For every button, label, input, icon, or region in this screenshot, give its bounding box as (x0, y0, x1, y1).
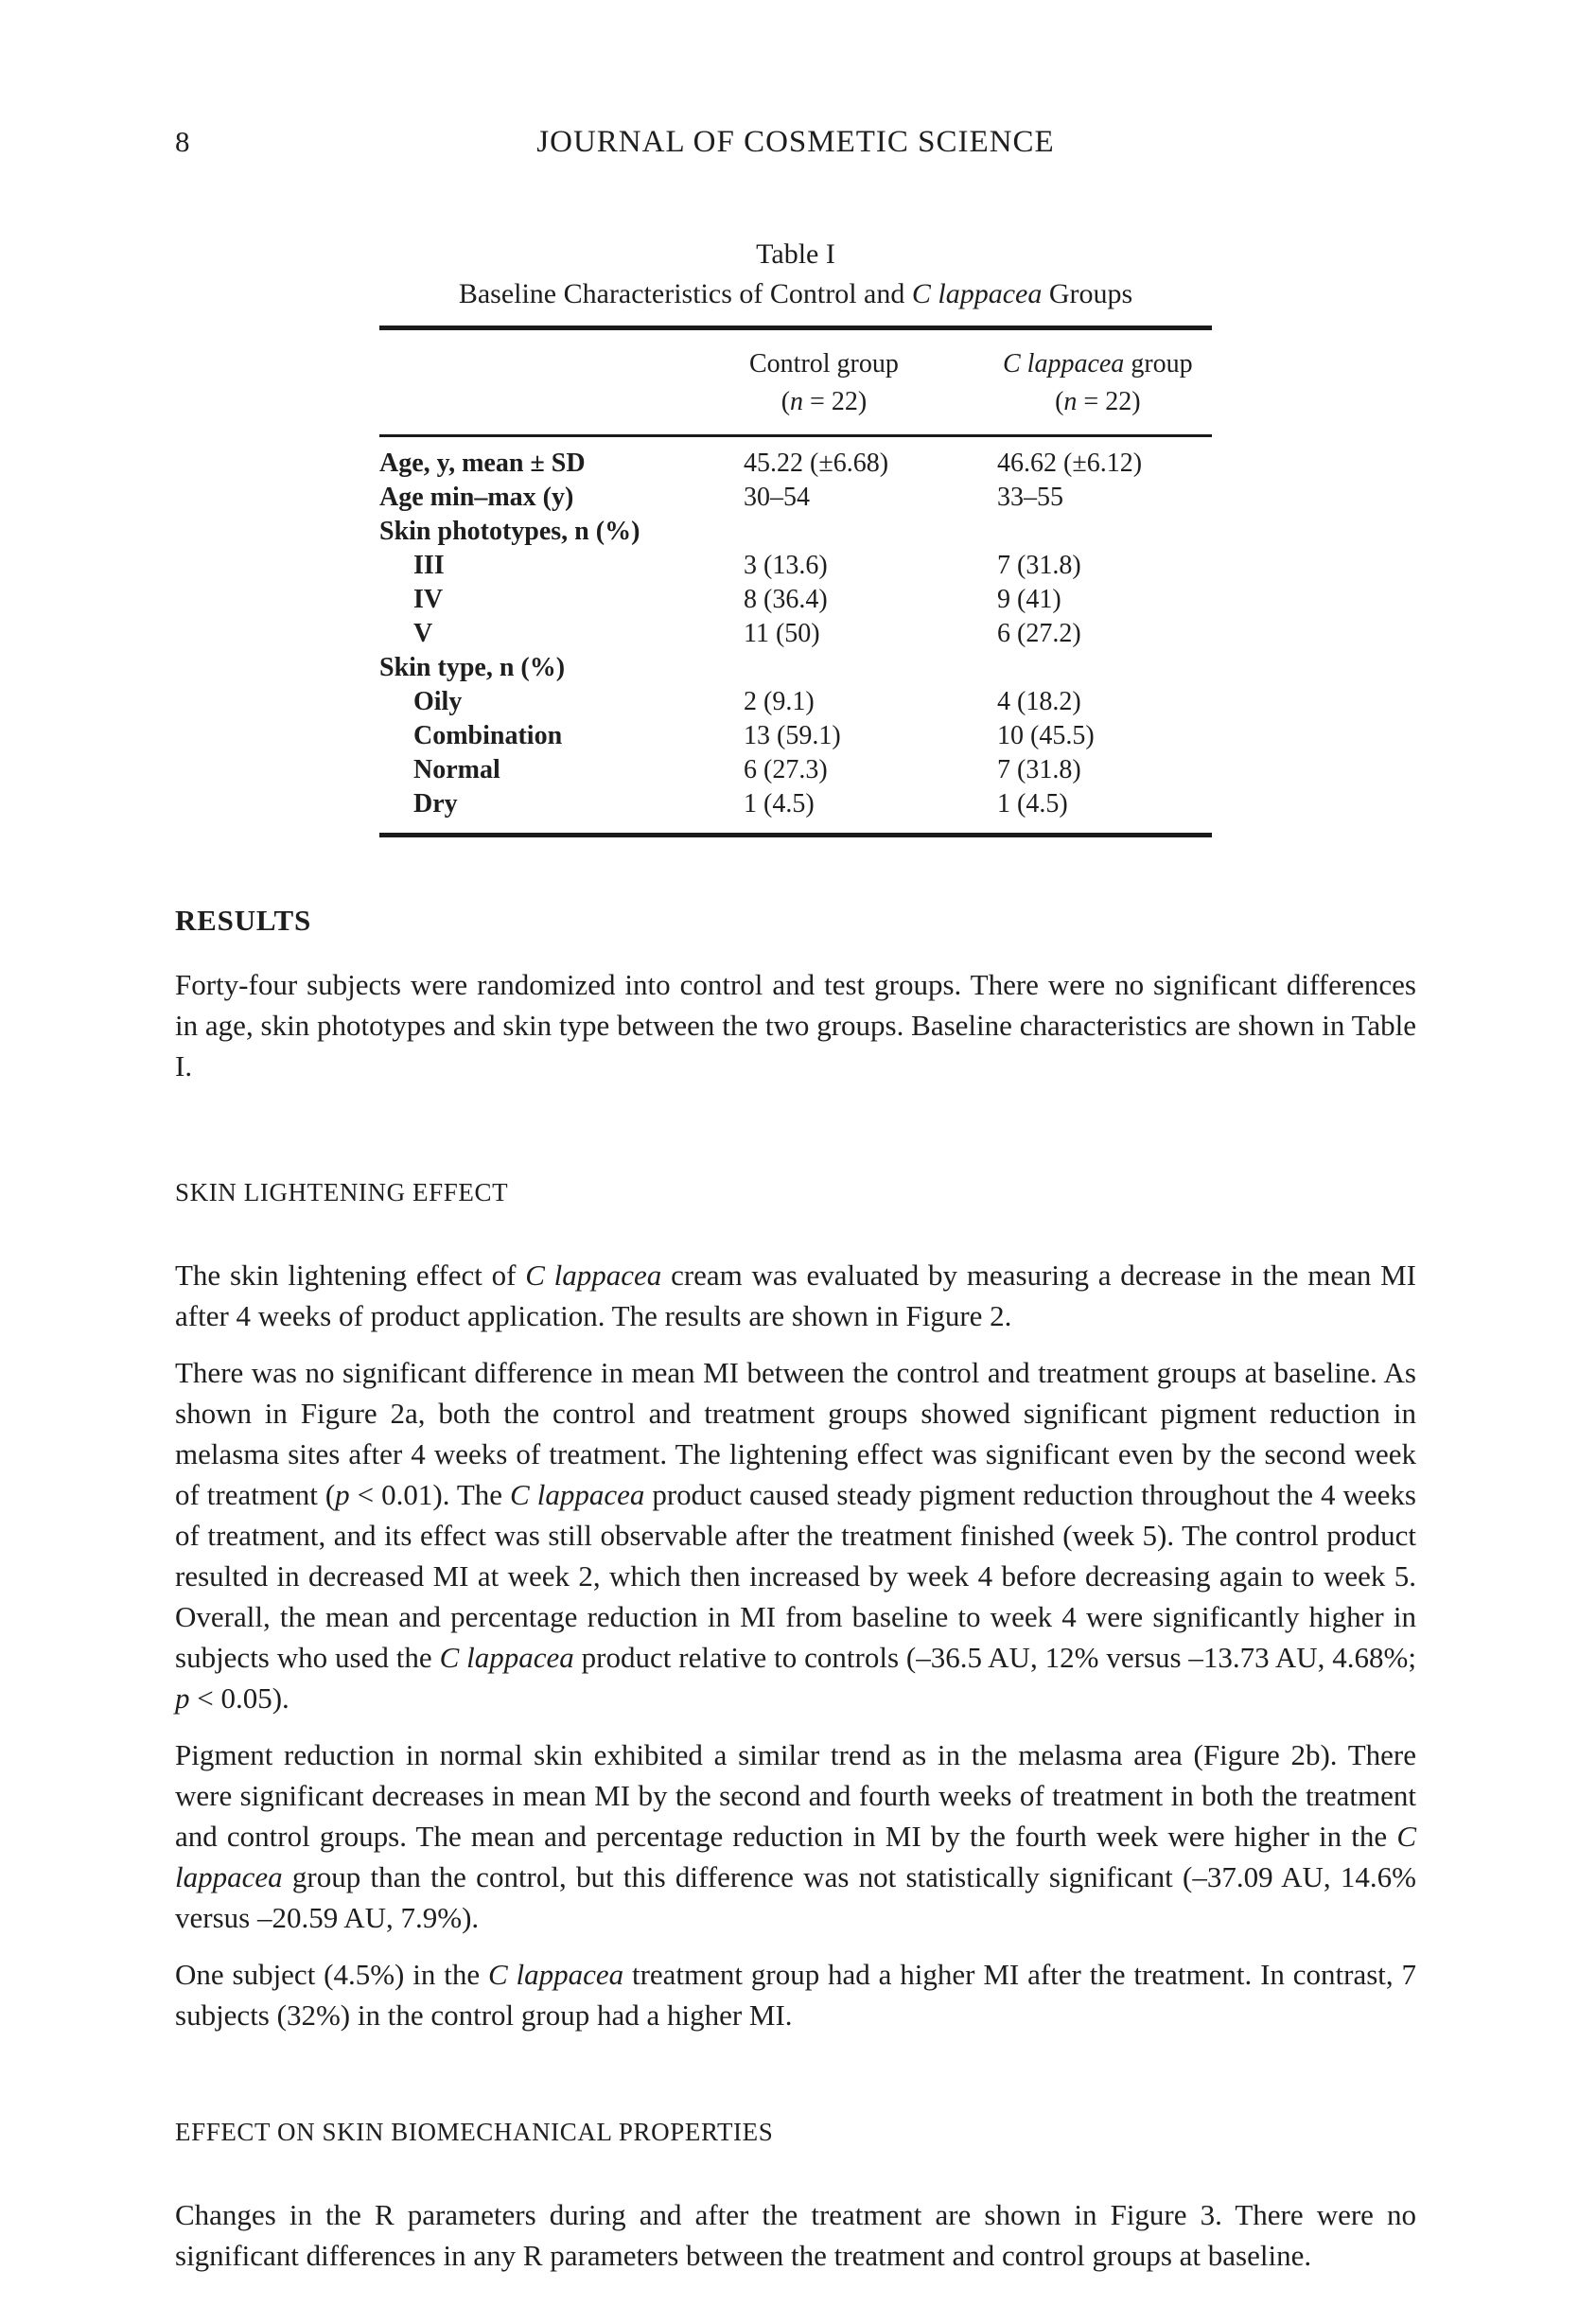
page-header (175, 121, 1416, 167)
table-header (379, 328, 1212, 436)
italic-text-run: p (175, 1681, 190, 1715)
text-run: Pigment reduction in normal skin exhibited a similar trend as in the melasma area (Figure 2b). There were significant decreases in mean MI by the second and fourth weeks of treatment in both the treatment and control groups. The mean and percentage reduction in MI by the fourth week were higher in the (175, 1738, 1416, 1853)
italic-text-run: C lappacea (510, 1478, 645, 1511)
italic-text-run: n (1063, 387, 1078, 416)
control-value-cell: 3 (13.6) (744, 551, 828, 580)
table-row-phototype-3 (379, 549, 1212, 583)
skin-lightening-paragraph-1 (175, 1255, 1416, 1336)
table-header-lappacea-group (997, 328, 1212, 436)
italic-text-run: C lappacea (487, 1958, 624, 1991)
text-run: group than the control, but this difference was not statistically significant (–37.09 AU, 14.6% versus –20.59 AU, 7.9%). (175, 1860, 1416, 1934)
skin-lightening-paragraph-3 (175, 1734, 1416, 1938)
text-run: Groups (1042, 278, 1133, 309)
table-header-row (379, 328, 1212, 436)
biomechanical-paragraph (175, 2194, 1416, 2276)
lappacea-group-header (1003, 345, 1193, 421)
row-label-cell: Skin phototypes, n (%) (379, 517, 640, 546)
lappacea-value-cell: 10 (45.5) (997, 721, 1095, 750)
control-value-cell: 6 (27.3) (744, 755, 828, 784)
text-run: group (1124, 349, 1193, 378)
text-run: There was no significant difference in mean MI between the control and treatment groups at baseline. As shown in Figure 2a, both the control and treatment groups showed significant pigment reduction in melasma sites after 4 weeks of treatment. The lightening effect was significant even by the second week of treatment ( (175, 1356, 1416, 1511)
baseline-characteristics-table (379, 326, 1212, 837)
control-group-header-line2 (749, 383, 899, 421)
text-run: One subject (4.5%) in the (175, 1958, 488, 1991)
italic-text-run: C lappacea (1003, 349, 1125, 378)
italic-text-run: n (790, 387, 804, 416)
italic-text-run: C lappacea (911, 278, 1043, 309)
text-run: ( (780, 387, 791, 416)
row-label-cell: V (413, 619, 433, 648)
row-label-cell: Age min–max (y) (379, 483, 574, 512)
text-run: cream was evaluated by measuring a decrease in the mean MI after 4 weeks of product application. The results are shown in Figure 2. (175, 1259, 1416, 1332)
table-row-normal (379, 753, 1212, 787)
lappacea-value-cell: 7 (31.8) (997, 755, 1081, 784)
table-row-skin-phototypes (379, 515, 1212, 549)
lappacea-value-cell: 7 (31.8) (997, 551, 1081, 580)
text-run: The skin lightening effect of (175, 1259, 526, 1292)
table-row-dry (379, 787, 1212, 836)
text-run: < 0.05). (189, 1681, 289, 1715)
row-label-cell: Age, y, mean ± SD (379, 449, 586, 478)
control-value-cell: 45.22 (±6.68) (744, 449, 889, 478)
lappacea-group-header-line1 (1003, 345, 1193, 383)
control-value-cell (744, 651, 997, 685)
table-row-skin-type (379, 651, 1212, 685)
lappacea-group-header-line2 (1003, 383, 1193, 421)
lappacea-value-cell (997, 651, 1212, 685)
italic-text-run: p (335, 1478, 350, 1511)
row-label-cell: Normal (413, 755, 500, 784)
row-label-cell: III (413, 551, 445, 580)
control-value-cell: 13 (59.1) (744, 721, 841, 750)
table-row-phototype-5 (379, 617, 1212, 651)
skin-lightening-section-heading: SKIN LIGHTENING EFFECT (175, 1178, 509, 1206)
italic-text-run: C lappacea (525, 1259, 662, 1292)
results-paragraph (175, 964, 1416, 1086)
skin-lightening-paragraph-4 (175, 1954, 1416, 2035)
table-caption-block (175, 235, 1416, 314)
control-value-cell: 30–54 (744, 483, 810, 512)
table-caption (175, 274, 1416, 314)
table-row-age-range (379, 481, 1212, 515)
control-value-cell: 2 (9.1) (744, 687, 815, 716)
text-run: product relative to controls (–36.5 AU, 12% versus –13.73 AU, 4.68%; (573, 1641, 1416, 1674)
page-number: 8 (175, 125, 190, 158)
text-run: product caused steady pigment reduction throughout the 4 weeks of treatment, and its effect was still observable after the treatment finished (week 5). The control product resulted in decreased MI at week 2, which then increased by week 4 before decreasing again to week 5. Overall, the mean and percentage reduction in MI from baseline to week 4 were significantly higher in subjects who used the (175, 1478, 1416, 1674)
row-label-cell: Oily (413, 687, 463, 716)
lappacea-value-cell: 4 (18.2) (997, 687, 1081, 716)
text-run: Baseline Characteristics of Control and (458, 278, 912, 309)
text-run: Changes in the R parameters during and after the treatment are shown in Figure 3. There were no significant differences in any R parameters between the treatment and control groups at baseline. (175, 2198, 1416, 2272)
table-header-empty-cell (379, 328, 744, 436)
text-run: treatment group had a higher MI after the treatment. In contrast, 7 subjects (32%) in the control group had a higher MI. (175, 1958, 1416, 2032)
table-row-oily (379, 685, 1212, 719)
row-label-cell: Combination (413, 721, 563, 750)
control-value-cell (744, 515, 997, 549)
lappacea-value-cell: 6 (27.2) (997, 619, 1081, 648)
text-run: = 22) (803, 387, 868, 416)
lappacea-value-cell: 9 (41) (997, 585, 1061, 614)
row-label-cell: Skin type, n (%) (379, 653, 566, 682)
italic-text-run: C lappacea (175, 1820, 1416, 1893)
control-value-cell: 11 (50) (744, 619, 820, 648)
table-label: Table I (756, 238, 835, 270)
text-run: < 0.01). The (349, 1478, 511, 1511)
lappacea-value-cell (997, 515, 1212, 549)
text-run: ( (1055, 387, 1064, 416)
control-value-cell: 1 (4.5) (744, 789, 815, 819)
biomechanical-section-heading: EFFECT ON SKIN BIOMECHANICAL PROPERTIES (175, 2118, 774, 2146)
lappacea-value-cell: 33–55 (997, 483, 1063, 512)
control-value-cell: 8 (36.4) (744, 585, 828, 614)
text-run: Control group (749, 349, 899, 378)
table-row-age-mean (379, 436, 1212, 482)
control-group-header-line1 (749, 345, 899, 383)
lappacea-value-cell: 46.62 (±6.12) (997, 449, 1143, 478)
italic-text-run: C lappacea (439, 1641, 574, 1674)
lappacea-value-cell: 1 (4.5) (997, 789, 1068, 819)
table-row-combination (379, 719, 1212, 753)
text-run: = 22) (1077, 387, 1141, 416)
table-header-control-group (744, 328, 997, 436)
skin-lightening-paragraph-2 (175, 1352, 1416, 1718)
text-run: Forty-four subjects were randomized into control and test groups. There were no significant differences in age, skin phototypes and skin type between the two groups. Baseline characteristics are shown in Table I. (175, 968, 1416, 1083)
row-label-cell: IV (413, 585, 444, 614)
table-row-phototype-4 (379, 583, 1212, 617)
control-group-header (749, 345, 899, 421)
results-section-heading: RESULTS (175, 904, 312, 937)
table-body (379, 436, 1212, 836)
row-label-cell: Dry (413, 789, 458, 819)
journal-title: JOURNAL OF COSMETIC SCIENCE (536, 125, 1055, 159)
